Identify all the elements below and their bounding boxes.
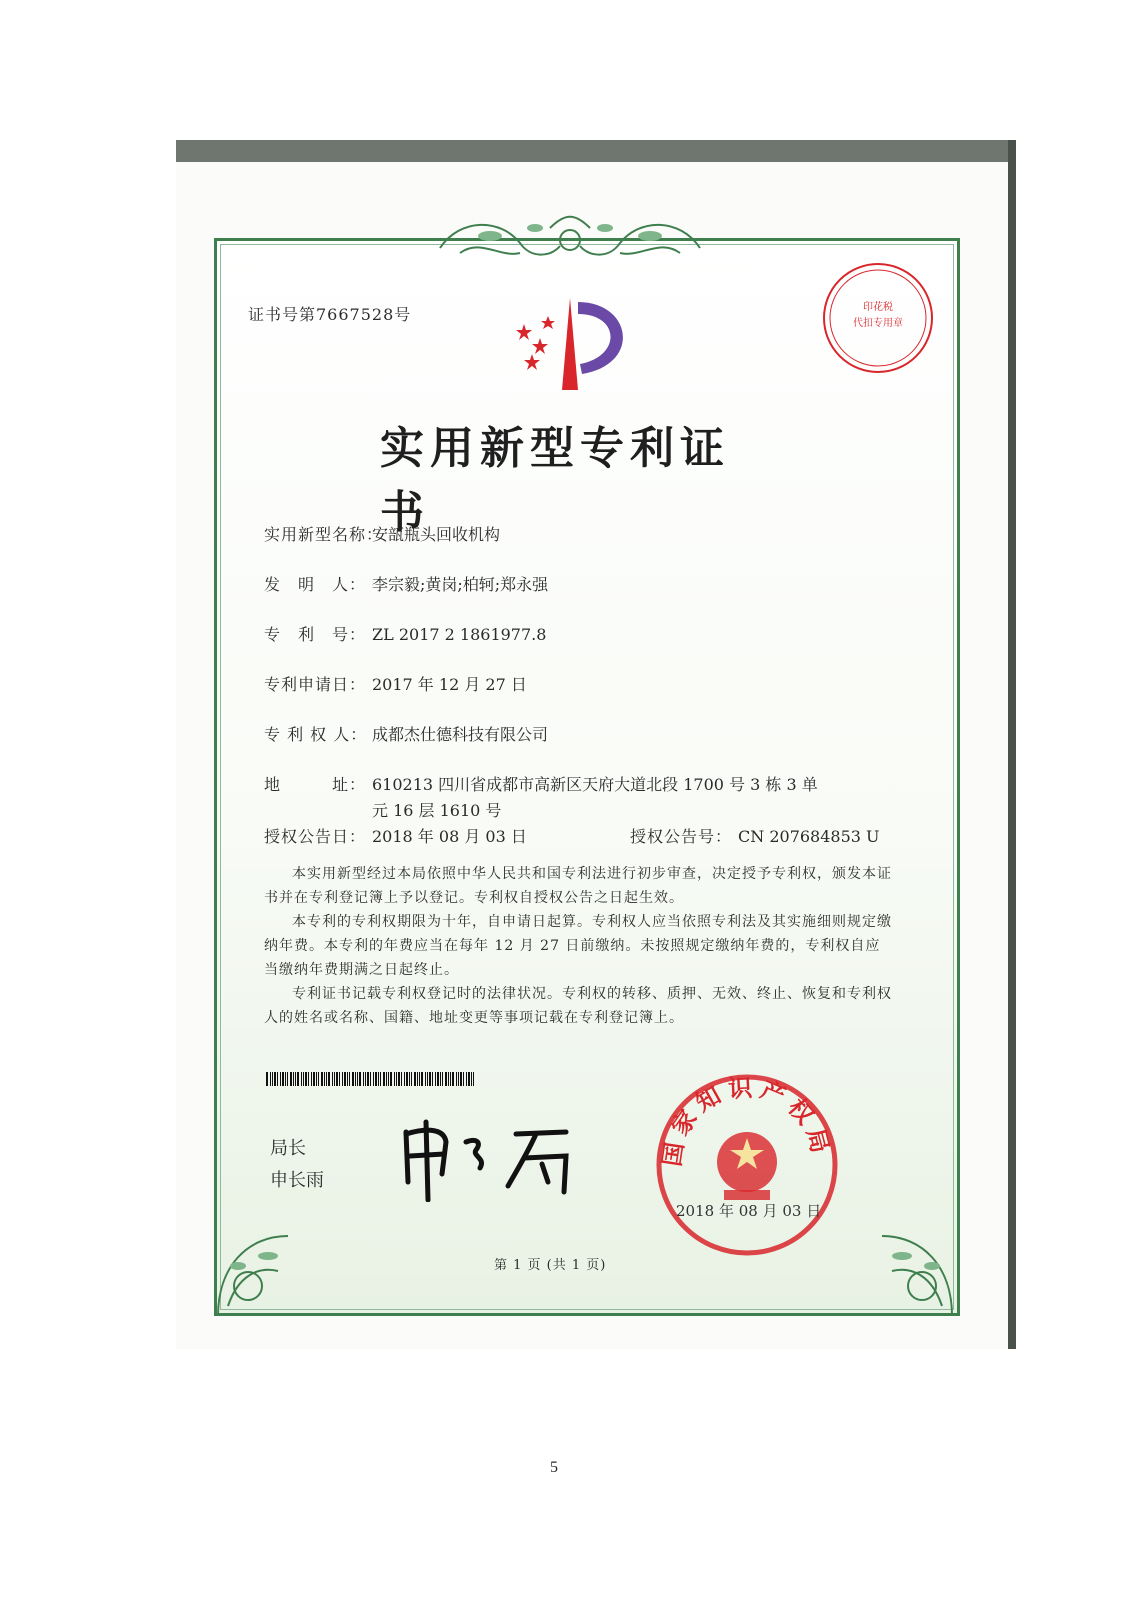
bottom-left-ornament-icon [208, 1176, 358, 1326]
patent-office-emblem-icon [512, 294, 642, 394]
barcode-bar [456, 1072, 457, 1086]
barcode-bar [452, 1072, 454, 1086]
barcode-bar [347, 1072, 348, 1086]
barcode-bar [311, 1072, 312, 1086]
barcode-bar [435, 1072, 436, 1086]
barcode-bar [450, 1072, 451, 1086]
tax-stamp-icon [818, 258, 938, 378]
barcode-bar [417, 1072, 418, 1086]
field-announcement-date: 授权公告日： 2018 年 08 月 03 日 [264, 827, 527, 846]
barcode-bar [274, 1072, 276, 1086]
barcode-bar [445, 1072, 447, 1086]
bottom-right-ornament-icon [812, 1176, 962, 1326]
barcode-bar [419, 1072, 420, 1086]
barcode-bar [386, 1072, 387, 1086]
barcode-bar [409, 1072, 410, 1086]
barcode-bar [404, 1072, 405, 1086]
seal-date: 2018 年 08 月 03 日 [676, 1202, 822, 1220]
barcode-bar [316, 1072, 317, 1086]
barcode-bar [324, 1072, 325, 1086]
barcode-bar [359, 1072, 361, 1086]
barcode-bar [301, 1072, 302, 1086]
certificate-title: 实用新型专利证书 [380, 423, 730, 538]
barcode-bar [303, 1072, 304, 1086]
field-announcement-number: 授权公告号： CN 207684853 U [630, 827, 880, 846]
field-inventors: 发 明 人： 李宗毅;黄岗;柏轲;郑永强 [264, 575, 549, 594]
field-address-line-2: 元 16 层 1610 号 [372, 801, 502, 820]
barcode-bar [466, 1072, 467, 1086]
barcode-bar [406, 1072, 408, 1086]
field-filing-date: 专利申请日： 2017 年 12 月 27 日 [264, 675, 527, 694]
director-title: 局长 [270, 1138, 306, 1159]
barcode-bar [383, 1072, 385, 1086]
barcode-bar [380, 1072, 381, 1086]
barcode-bar [411, 1072, 412, 1086]
barcode-bar [367, 1072, 369, 1086]
barcode-bar [282, 1072, 284, 1086]
field-patentee: 专 利 权 人： 成都杰仕德科技有限公司 [264, 725, 549, 744]
barcode-bar [373, 1072, 374, 1086]
scan-top-edge [176, 140, 1015, 162]
barcode-bar [471, 1072, 472, 1086]
barcode-bar [334, 1072, 335, 1086]
field-utility-model-name: 实用新型名称：安瓿瓶头回收机构 [264, 525, 501, 544]
barcode-bar [357, 1072, 358, 1086]
barcode-bar [318, 1072, 319, 1086]
barcode-bar [270, 1072, 271, 1086]
page-number: 5 [550, 1459, 558, 1476]
barcode-bar [290, 1072, 292, 1086]
barcode-bar [321, 1072, 323, 1086]
page-of-label: 第 1 页 (共 1 页) [494, 1258, 607, 1273]
tax-stamp-line-1: 印花税 [863, 302, 893, 313]
barcode-bar [352, 1072, 354, 1086]
barcode-bar [463, 1072, 464, 1086]
barcode-bar [365, 1072, 366, 1086]
certificate-number: 证书号第7667528号 [248, 305, 412, 324]
barcode-bar [339, 1072, 340, 1086]
barcode-bar [344, 1072, 346, 1086]
paragraph-2: 本专利的专利权期限为十年，自申请日起算。专利权人应当依照专利法及其实施细则规定缴纳年费。本专利的年费应当在每年 12 月 27 日前缴纳。未按照规定缴纳年费的，专利权自应当缴纳年费期满之日起终止。 [264, 914, 892, 978]
barcode-bar [473, 1072, 474, 1086]
barcode-bar [326, 1072, 327, 1086]
paragraph-3: 专利证书记载专利权登记时的法律状况。专利权的转移、质押、无效、终止、恢复和专利权人的姓名或名称、国籍、地址变更等事项记载在专利登记簿上。 [264, 986, 892, 1026]
barcode-bar [458, 1072, 459, 1086]
barcode-bar [342, 1072, 343, 1086]
signature-icon [396, 1112, 586, 1202]
field-patent-number: 专 利 号： ZL 2017 2 1861977.8 [264, 625, 547, 644]
barcode-bar [297, 1072, 299, 1086]
barcode-bar [468, 1072, 470, 1086]
barcode-bar [388, 1072, 389, 1086]
barcode-bar [287, 1072, 288, 1086]
barcode-bar [401, 1072, 402, 1086]
barcode-bar [363, 1072, 364, 1086]
barcode-bar [396, 1072, 397, 1086]
barcode-bar [305, 1072, 307, 1086]
barcode-bar [448, 1072, 449, 1086]
paragraph-1: 本实用新型经过本局依照中华人民共和国专利法进行初步审查，决定授予专利权，颁发本证书并在专利登记簿上予以登记。专利权自授权公告之日起生效。 [264, 866, 892, 906]
barcode-bar [398, 1072, 400, 1086]
field-address: 地 址： 610213 四川省成都市高新区天府大道北段 1700 号 3 栋 3 单 [264, 775, 818, 794]
barcode-bar [429, 1072, 431, 1086]
barcode-bar [442, 1072, 443, 1086]
barcode-icon [266, 1072, 476, 1086]
barcode-bar [266, 1072, 268, 1086]
barcode-bar [440, 1072, 441, 1086]
barcode-bar [425, 1072, 426, 1086]
seal-text: 国家知识产权局 [656, 1072, 837, 1169]
director-name: 申长雨 [270, 1170, 324, 1191]
barcode-bar [421, 1072, 423, 1086]
barcode-bar [414, 1072, 416, 1086]
barcode-bar [293, 1072, 294, 1086]
barcode-bar [394, 1072, 395, 1086]
barcode-bar [370, 1072, 371, 1086]
barcode-bar [375, 1072, 377, 1086]
barcode-bar [285, 1072, 286, 1086]
barcode-bar [437, 1072, 439, 1086]
barcode-bar [378, 1072, 379, 1086]
barcode-bar [277, 1072, 278, 1086]
barcode-bar [460, 1072, 462, 1086]
barcode-bar [280, 1072, 281, 1086]
barcode-bar [328, 1072, 330, 1086]
barcode-bar [336, 1072, 338, 1086]
barcode-bar [427, 1072, 428, 1086]
top-ornament-icon [420, 208, 720, 278]
barcode-bar [295, 1072, 296, 1086]
barcode-bar [432, 1072, 433, 1086]
barcode-bar [349, 1072, 350, 1086]
barcode-bar [272, 1072, 273, 1086]
barcode-bar [313, 1072, 315, 1086]
barcode-bar [390, 1072, 392, 1086]
barcode-bar [308, 1072, 309, 1086]
tax-stamp-line-2: 代扣专用章 [853, 318, 903, 329]
barcode-bar [355, 1072, 356, 1086]
scan-right-edge [1008, 140, 1016, 1349]
barcode-bar [332, 1072, 333, 1086]
